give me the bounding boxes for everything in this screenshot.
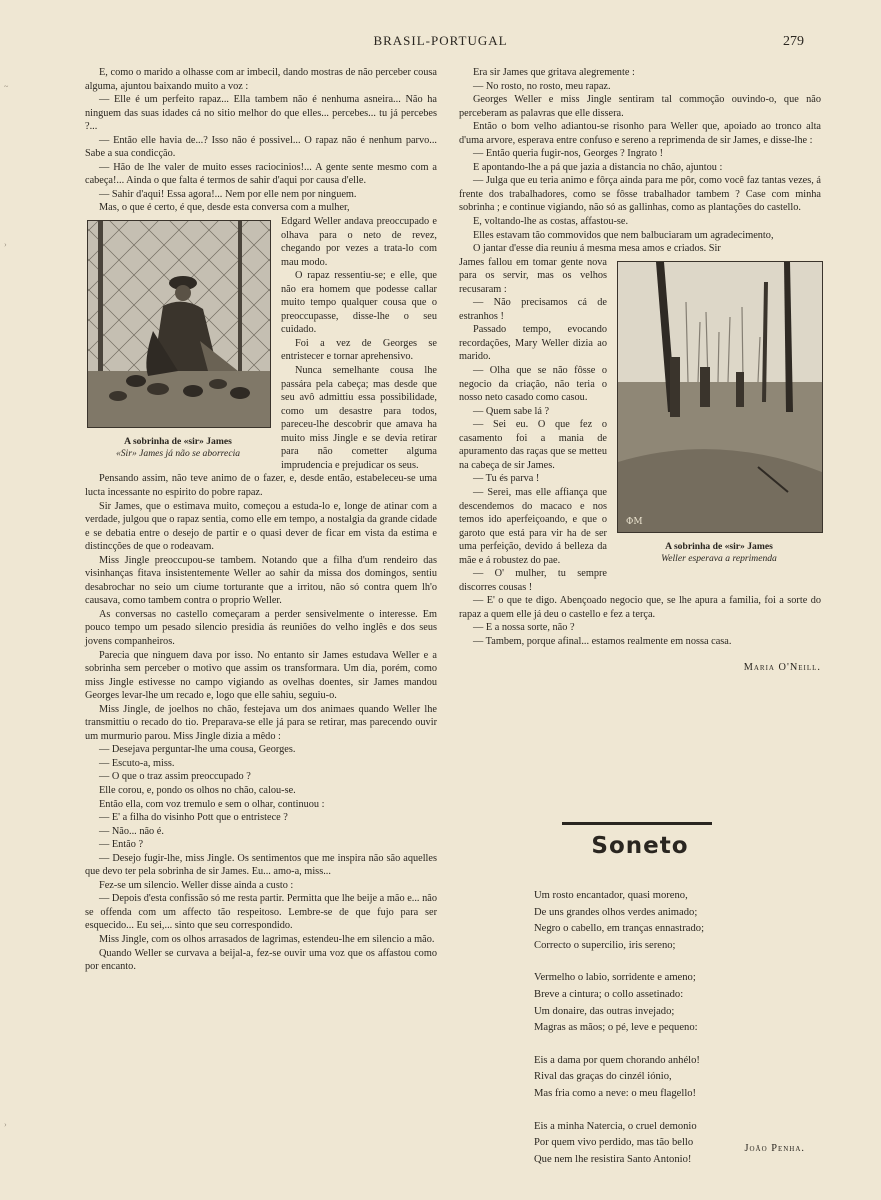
paragraph: Elles estavam tão commovidos que nem balbuciaram um agradecimento, [473,229,774,241]
paragraph: — Sahir d'aqui! Essa agora!... Nem por elle nem por ninguem. [99,188,357,200]
page-number: 279 [783,34,804,49]
paragraph: — Elle é um perfeito rapaz... Ella tambem não é nenhuma asneira... Não ha ninguem das suas idades cá no sitio melhor do que elles... percebes... tu já percebes ?... [85,94,437,133]
paragraph: — Então elle havia de...? Isso não é possivel... O rapaz não é nenhum parvo... Sabe a sua condicção. [85,134,437,160]
paragraph: — E a nossa sorte, não ? [473,622,575,634]
paragraph: Miss Jingle, com os olhos arrasados de lagrimas, estendeu-lhe em silencio a mão. [99,934,435,945]
sonnet-line: Um donaire, das outras invejado; [534,1005,675,1017]
paragraph: — Escuto-a, miss. [99,757,175,769]
right-column [459,66,821,674]
paragraph: Era sir James que gritava alegremente : [473,67,635,78]
sonnet-line: Vermelho o labio, sorridente e ameno; [534,972,696,984]
right-figure-caption-subtitle: Weller esperava a reprimenda [661,552,777,564]
sonnet-line: Eis a minha Natercia, o cruel demonio [534,1120,697,1132]
paragraph: E, voltando-lhe as costas, affastou-se. [473,216,629,228]
paragraph: Foi a vez de Georges se entristecer e tornar aprehensivo. [281,337,437,363]
paragraph: Quando Weller se curvava a beijal-a, fez-se ouvir uma voz que os affastou como por encanto. [85,947,437,973]
sonnet-line: Negro o cabello, em tranças ennastrado; [534,923,705,935]
paragraph: O jantar d'esse dia reuniu á mesma mesa amos e criados. Sir [473,243,721,255]
running-header: BRASIL-PORTUGAL [373,33,508,48]
paragraph: Miss Jingle, de joelhos no chão, festejava um dos animaes quando Weller lhe transmittiu o recado do tio. Preparava-se elle já para se retirar, mas parecendo ouvir um murmurio parou. Miss Jingle dizia a mêdo : [85,703,437,742]
paragraph: — Depois d'esta confissão só me resta partir. Permitta que lhe beije a mão e... não se offenda com um affecto tão respeitoso. Lembre-se de que fujo para ser esquecido... Eu sei,... sinto que seu correspondido. [85,893,437,932]
paragraph: — Quem sabe lá ? [473,405,550,417]
sonnet-line: Eis a dama por quem chorando anhélo! [534,1054,700,1066]
paragraph: Fez-se um silencio. Weller disse ainda a custo : [99,879,294,891]
paragraph: Edgard Weller andava preoccupado e olhava para o neto de revez, chegando por vezes a trata-lo com mau modo. [281,216,437,268]
left-figure [87,220,269,460]
left-top-text [85,66,437,215]
left-column [85,66,437,974]
paragraph: Pensando assim, não teve animo de o fazer, e, desde então, estabeleceu-se uma lucta incessante no espirito do pobre rapaz. [85,473,437,498]
paragraph: O rapaz ressentiu-se; e elle, que não era homem que podesse callar muito tempo qualquer cousa que o preoccupasse, disse-lhe o seu cuidado. [281,270,437,336]
paragraph: — Tu és parva ! [473,473,540,485]
paragraph: E apontando-lhe a pá que jazia a distancia no chão, ajuntou : [473,161,723,173]
paragraph: Mas, o que é certo, é que, desde esta conversa com a mulher, [99,202,350,214]
sonnet-line: Rival das graças do cinzél iónio, [534,1071,672,1083]
right-figure-caption-title: A sobrinha de «sir» James [665,540,773,552]
paragraph: — Não... não é. [99,825,164,837]
paragraph: Georges Weller e miss Jingle sentiram tal commoção ouvindo-o, que não perceberam as palavras que elle dissera. [459,94,821,119]
paragraph: — Hão de lhe valer de muito esses raciocinios!... A gente sente mesmo com a cabeça!... Ainda o que falta é termos de sahir d'aqui por causa d'elle. [85,161,437,187]
right-top-text [459,66,821,256]
sonnet-stanza [534,970,824,1036]
margin-mark: › [4,240,7,249]
paragraph: — No rosto, no rosto, meu rapaz. [473,80,611,92]
sonnet-line: Mas fria como a neve: o meu flagello! [534,1087,697,1099]
sonnet-author: João Penha. [744,1143,805,1154]
sonnet-line: Por quem vivo perdido, mas tão bello [534,1137,694,1149]
paragraph: — E' o que te digo. Abençoado negocio que, se lhe apura a familia, foi a sorte do rapaz a quem elle já deu o castello e fez a terça. [459,595,821,620]
paragraph: Elle corou, e, pondo os olhos no chão, calou-se. [99,784,296,796]
photo-woman-feeding-chickens [87,220,271,428]
paragraph: — Olha que se não fôsse o negocio da criação, não teria o nosso neto casado como casou. [459,365,607,404]
paragraph: Parecia que ninguem dava por isso. No entanto sir James estudava Weller e a sobrinha sem perceber o motivo que assim os transformara. Um dia, porém, como miss Jingle estivesse no campo vigiando as ovelhas doentes, sir James mandou Georges levar-lhe um recado e, logo que elle sahiu, seguiu-o. [85,649,437,702]
margin-mark: › [4,1120,7,1129]
sonnet-line: Um rosto encantador, quasi moreno, [534,890,688,901]
photo-field-trees-figures [617,261,823,533]
sonnet-line: De uns grandes olhos verdes animado; [534,906,698,918]
right-figure [617,261,821,565]
paragraph: As conversas no castello começaram a perder sensivelmente o interesse. Em pouco tempo um pesado silencio presidia ás reuniões do velho inglês e dos seus jovens companheiros. [85,608,437,647]
sonnet-line: Que nem lhe resistira Santo Antonio! [534,1153,692,1165]
paragraph: — Sei eu. O que fez o casamento foi a mania de apuramento das raças que se metteu na cabeça de sir James. [459,419,607,471]
photo-monogram: ΦΜ [626,516,643,527]
sonnet-stanza [534,1053,824,1103]
paragraph: — O' mulher, tu sempre discorres cousas ! [459,568,607,593]
paragraph: — Desejo fugir-lhe, miss Jingle. Os sentimentos que me inspira não são aquelles que devo ter pela sobrinha de sir James. Eu... amo-a, miss... [85,852,437,878]
sonnet-body [534,888,824,1184]
paragraph: Sir James, que o estimava muito, começou a estuda-lo e, longe de atinar com a verdade, julgou que o rapaz sentia, como elle em tempo, a nostalgia da grande cidade e se debatia entre o desejo de partir e o quasi dever de ficar em vista da estima e distincções de que o rodeavam. [85,500,437,553]
sonnet-line: Breve a cintura; o collo assetinado: [534,988,684,1000]
paragraph: Passado tempo, evocando recordações, Mary Weller dizia ao marido. [459,324,607,363]
paragraph: — Tambem, porque afinal... estamos realmente em nossa casa. [473,635,732,647]
paragraph: Miss Jingle preoccupou-se tambem. Notando que a filha d'um rendeiro das visinhanças fitava insistentemente Weller ao sahir da missa dos domingos, sentiu desabrochar no seio um ciume torturante que a irritou, não só contra quem lh'o causava, como tambem contra o proprio Weller. [85,554,437,607]
paragraph: — Julga que eu teria animo e fôrça ainda para me pôr, como você faz tantas vezes, á frente dos trabalhadores, como se fôsse trabalhador tambem ? Case com minha sobrinha ; e continue vigiando, não só as gallinhas, como as plantações do castello. [459,175,821,214]
sonnet-title: Soneto [591,833,689,859]
paragraph: James fallou em tomar gente nova para os servir, mas os velhos recusaram : [459,256,607,295]
paragraph: — Desejava perguntar-lhe uma cousa, Georges. [99,744,296,756]
paragraph: E, como o marido a olhasse com ar imbecil, dando mostras de não perceber cousa alguma, ajuntou baixando muito a voz : [85,67,437,92]
sonnet-line: Correcto o supercilio, iris sereno; [534,939,676,951]
story-author-signature: Maria O'Neill. [743,661,821,673]
left-figure-caption-subtitle: «Sir» James já não se aborrecia [115,448,241,460]
paragraph: Nunca semelhante cousa lhe passára pela cabeça; mas desde que seu avô admittiu essa possibilidade, como um desastre para todos, pareceu-lhe descobrir que amava ha muito miss Jingle e se devia retirar para não cometter alguma imprudencia e prejudicar os seus. [281,365,437,471]
paragraph: — E' a filha do visinho Pott que o entristece ? [99,812,288,824]
paragraph: — Então ? [99,839,144,851]
margin-mark: ~ [4,82,9,91]
left-figure-caption-title: A sobrinha de «sir» James [124,436,232,448]
sonnet-line: Magras as mãos; o pé, leve e pequeno: [534,1022,698,1034]
paragraph: — O que o traz assim preoccupado ? [99,771,251,783]
paragraph: Então o bom velho adiantou-se risonho para Weller que, apoiado ao tronco alta d'uma arvore, esperava entre confuso e sereno a reprimenda de sir James, e disse-lhe : [459,121,821,146]
paragraph: Então ella, com voz tremulo e sem o olhar, continuou : [99,798,325,810]
paragraph: — Serei, mas elle affiança que descendemos do macaco e nos temos ido aperfeiçoando, e que o garoto que está para vir ha de ser uma perfeição, devido á belleza da mãe e á robustez do pae. [459,486,607,566]
section-divider [562,822,712,825]
sonnet-stanza [534,888,824,954]
paragraph: — Não precisamos cá de estranhos ! [459,297,607,322]
paragraph: — Então queria fugir-nos, Georges ? Ingrato ! [473,148,664,160]
